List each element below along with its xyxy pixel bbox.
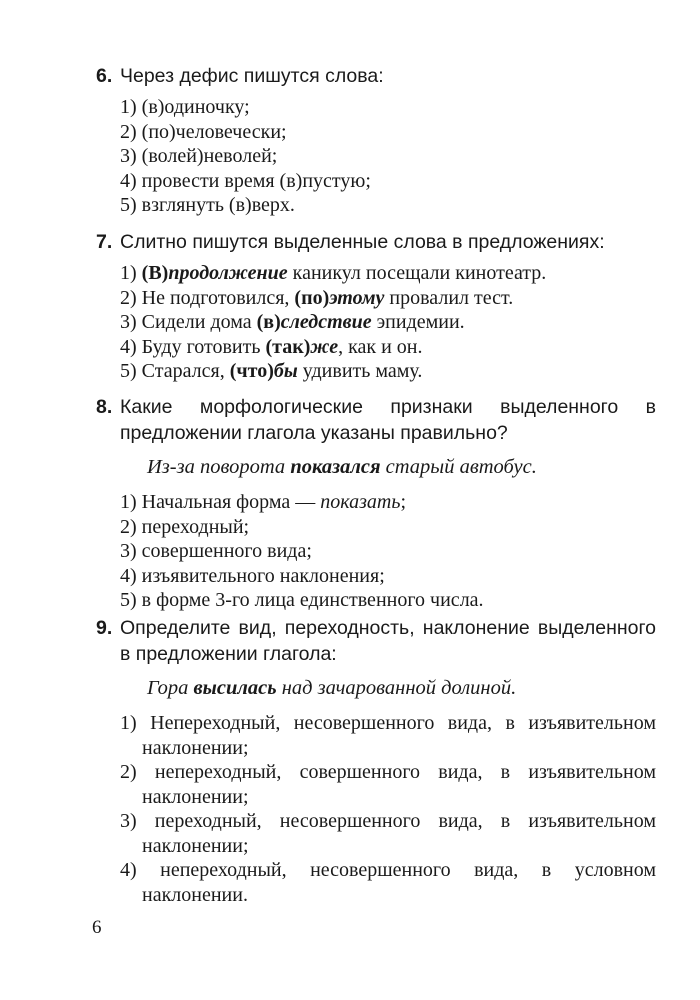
option-5: 5) взглянуть (в)верх. xyxy=(120,194,295,216)
question-text: Через дефис пишутся слова: xyxy=(120,65,384,87)
highlighted-word: бы xyxy=(273,360,298,382)
option-4: 4) провести время (в)пустую; xyxy=(120,169,371,192)
option-1 xyxy=(120,490,656,515)
question-8 xyxy=(96,394,656,613)
option-text-end: ; xyxy=(400,491,407,513)
highlighted-word: продолжение xyxy=(168,262,288,284)
example-sentence: Из-за поворота показался старый автобус. xyxy=(147,456,537,478)
option-1: 1) (в)одиночку; xyxy=(120,96,250,118)
question-number: 6. xyxy=(96,65,113,87)
question-header xyxy=(96,394,656,446)
option-text-end: провалил тест. xyxy=(384,286,514,309)
option-2: 2) (по)человечески; xyxy=(120,120,287,143)
option-text: 5) Старался, xyxy=(120,360,230,382)
question-text: Слитно пишутся выделенные слова в предложениях: xyxy=(120,231,605,253)
highlighted-word: же xyxy=(310,335,339,358)
question-header xyxy=(96,63,656,89)
option-1 xyxy=(120,261,656,286)
option-3: 3) совершенного вида; xyxy=(120,540,312,562)
options-list xyxy=(96,95,656,218)
option-5: 5) в форме 3-го лица единственного числа. xyxy=(120,589,484,611)
question-number: 9. xyxy=(96,617,113,639)
highlighted-verb: высилась xyxy=(193,677,277,699)
option-1: 1) Непереходный, несовершенного вида, в изъявительном наклонении; xyxy=(120,712,656,759)
option-text: 4) Буду готовить xyxy=(120,335,266,358)
options-list xyxy=(96,711,656,907)
option-3: 3) (волей)неволей; xyxy=(120,145,278,167)
question-header xyxy=(96,229,656,255)
option-text: 1) xyxy=(120,262,142,284)
question-6 xyxy=(96,63,656,218)
option-2: 2) непереходный, совершенного вида, в изъявительном наклонении; xyxy=(120,761,656,808)
option-text-end: удивить маму. xyxy=(297,360,423,382)
option-4: 4) изъявительного наклонения; xyxy=(120,564,385,587)
italic-word: показать xyxy=(320,491,401,513)
option-2 xyxy=(120,286,656,311)
highlighted-prefix: (так) xyxy=(265,335,311,358)
question-header xyxy=(96,615,656,667)
option-4: 4) непереходный, несовершенного вида, в условном наклонении. xyxy=(120,859,656,906)
option-5 xyxy=(120,359,656,384)
highlighted-prefix: (что) xyxy=(229,360,274,382)
options-list xyxy=(96,490,656,613)
option-3 xyxy=(120,310,656,335)
question-text: Определите вид, переходность, наклонение выделенного в предложении глагола: xyxy=(120,617,656,665)
option-3: 3) переходный, несовершенного вида, в изъявительном наклонении; xyxy=(120,810,656,857)
highlighted-prefix: (В) xyxy=(141,262,169,284)
question-number: 7. xyxy=(96,231,113,253)
highlighted-verb: показался xyxy=(290,456,381,478)
highlighted-prefix: (по) xyxy=(294,286,330,309)
highlighted-word: этому xyxy=(329,286,385,309)
option-text: 2) Не подготовился, xyxy=(120,286,295,309)
option-text: 3) Сидели дома xyxy=(120,311,257,333)
question-number: 8. xyxy=(96,396,113,418)
page-number: 6 xyxy=(92,917,102,938)
option-4 xyxy=(120,335,656,360)
option-text: 1) Начальная форма — xyxy=(120,491,321,513)
highlighted-prefix: (в) xyxy=(256,311,281,333)
question-9 xyxy=(96,615,656,907)
example-sentence: Гора высилась над зачарованной долиной. xyxy=(147,677,517,699)
option-text-end: эпидемии. xyxy=(371,311,465,333)
question-text: Какие морфологические признаки выделенного в предложении глагола указаны правильно? xyxy=(120,396,656,444)
options-list xyxy=(96,261,656,384)
question-7 xyxy=(96,229,656,384)
option-text-end: , как и он. xyxy=(338,335,423,358)
highlighted-word: следствие xyxy=(280,311,372,333)
option-2: 2) переходный; xyxy=(120,515,250,538)
option-text-end: каникул посещали кинотеатр. xyxy=(287,262,547,284)
